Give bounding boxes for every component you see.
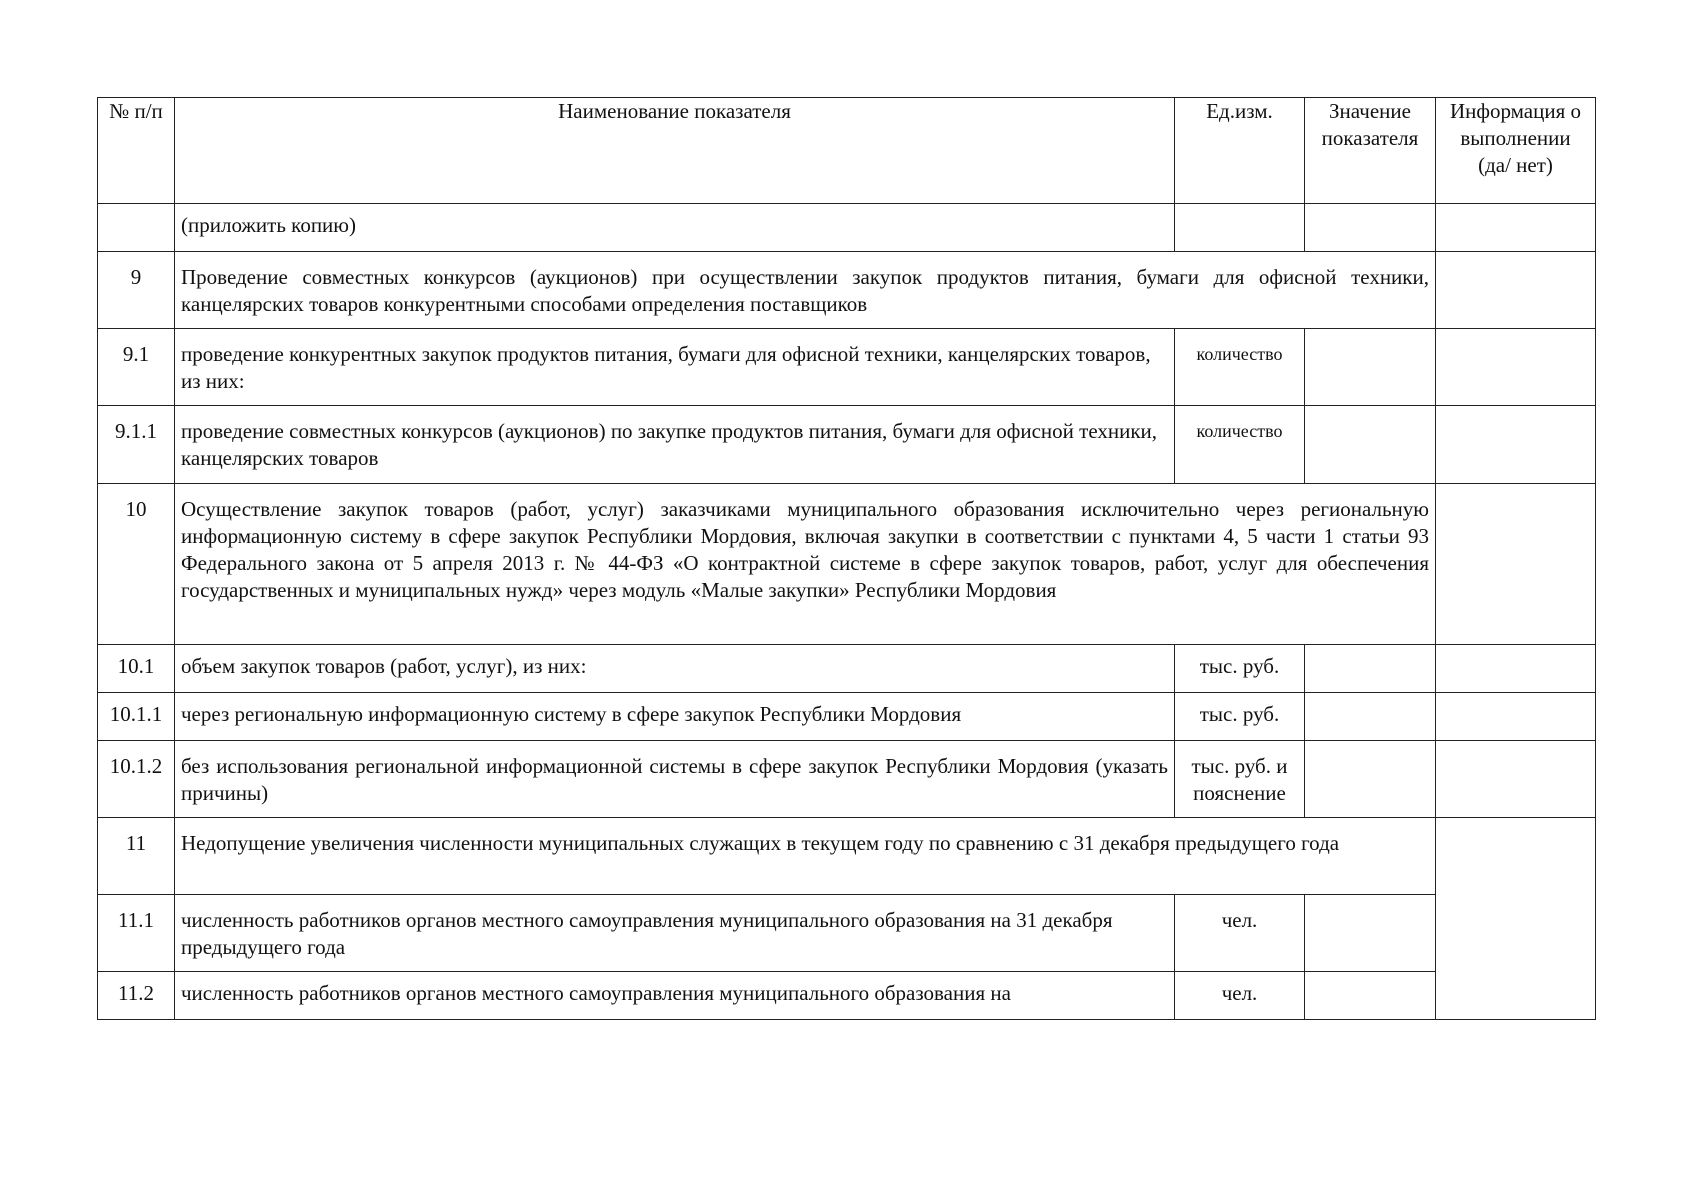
row-value-cell bbox=[1305, 406, 1436, 484]
row-num: 9 bbox=[98, 252, 175, 329]
row-name: через региональную информационную систему в сфере закупок Республики Мордовия bbox=[175, 693, 1175, 741]
row-unit: количество bbox=[1175, 329, 1305, 406]
row-unit: тыс. руб. и пояснение bbox=[1175, 741, 1305, 818]
row-name: Проведение совместных конкурсов (аукционов) при осуществлении закупок продуктов питания, бумаги для офисной техники, канцелярских товаров конкурентными способами определения поставщиков bbox=[175, 252, 1436, 329]
header-info: Информация о выполнении (да/ нет) bbox=[1436, 98, 1596, 204]
row-name: проведение совместных конкурсов (аукционов) по закупке продуктов питания, бумаги для офисной техники, канцелярских товаров bbox=[175, 406, 1175, 484]
row-unit: количество bbox=[1175, 406, 1305, 484]
row-info-cell bbox=[1436, 329, 1596, 406]
row-value-cell bbox=[1305, 741, 1436, 818]
row-info-cell bbox=[1436, 484, 1596, 645]
row-value-cell bbox=[1305, 645, 1436, 693]
table-row bbox=[98, 818, 1596, 895]
row-unit: чел. bbox=[1175, 895, 1305, 972]
row-info-cell bbox=[1436, 818, 1596, 1020]
row-num: 10.1.2 bbox=[98, 741, 175, 818]
indicators-table bbox=[97, 97, 1596, 1020]
row-value-cell bbox=[1305, 895, 1436, 972]
row-name: объем закупок товаров (работ, услуг), из них: bbox=[175, 645, 1175, 693]
row-num: 10 bbox=[98, 484, 175, 645]
table-row bbox=[98, 329, 1596, 406]
row-info-cell bbox=[1436, 741, 1596, 818]
row-name: Недопущение увеличения численности муниципальных служащих в текущем году по сравнению с 31 декабря предыдущего года bbox=[175, 818, 1436, 895]
row-unit: тыс. руб. bbox=[1175, 645, 1305, 693]
row-info-cell bbox=[1436, 693, 1596, 741]
header-unit: Ед.изм. bbox=[1175, 98, 1305, 204]
table-row bbox=[98, 741, 1596, 818]
row-name: численность работников органов местного самоуправления муниципального образования на bbox=[175, 972, 1175, 1020]
row-info-cell bbox=[1436, 252, 1596, 329]
row-unit: чел. bbox=[1175, 972, 1305, 1020]
row-name: Осуществление закупок товаров (работ, услуг) заказчиками муниципального образования исключительно через региональную информационную систему в сфере закупок Республики Мордовия, включая закупки в соответствии с пунктами 4, 5 части 1 статьи 93 Федерального закона от 5 апреля 2013 г. № 44-ФЗ «О контрактной системе в сфере закупок товаров, работ, услуг для обеспечения государственных и муниципальных нужд» через модуль «Малые закупки» Республики Мордовия bbox=[175, 484, 1436, 645]
table-row bbox=[98, 484, 1596, 645]
row-name: численность работников органов местного самоуправления муниципального образования на 31 декабря предыдущего года bbox=[175, 895, 1175, 972]
header-value: Значение показателя bbox=[1305, 98, 1436, 204]
table-row bbox=[98, 645, 1596, 693]
header-num: № п/п bbox=[98, 98, 175, 204]
row-value-cell bbox=[1305, 329, 1436, 406]
row-value-cell bbox=[1305, 972, 1436, 1020]
header-name: Наименование показателя bbox=[175, 98, 1175, 204]
row-info-cell bbox=[1436, 406, 1596, 484]
row-num: 10.1.1 bbox=[98, 693, 175, 741]
row-num: 11.2 bbox=[98, 972, 175, 1020]
row-name: проведение конкурентных закупок продуктов питания, бумаги для офисной техники, канцелярских товаров, из них: bbox=[175, 329, 1175, 406]
row-num: 11.1 bbox=[98, 895, 175, 972]
row-info-cell bbox=[1436, 204, 1596, 252]
row-value-cell bbox=[1305, 204, 1436, 252]
table-header-row bbox=[98, 98, 1596, 204]
table-row bbox=[98, 406, 1596, 484]
row-num bbox=[98, 204, 175, 252]
table-row bbox=[98, 972, 1596, 1020]
row-name: без использования региональной информационной системы в сфере закупок Республики Мордовия (указать причины) bbox=[175, 741, 1175, 818]
row-unit bbox=[1175, 204, 1305, 252]
table-row bbox=[98, 252, 1596, 329]
row-num: 10.1 bbox=[98, 645, 175, 693]
row-name: (приложить копию) bbox=[175, 204, 1175, 252]
row-num: 9.1 bbox=[98, 329, 175, 406]
row-num: 9.1.1 bbox=[98, 406, 175, 484]
row-num: 11 bbox=[98, 818, 175, 895]
table-row bbox=[98, 693, 1596, 741]
row-unit: тыс. руб. bbox=[1175, 693, 1305, 741]
table-row bbox=[98, 204, 1596, 252]
table-row bbox=[98, 895, 1596, 972]
row-info-cell bbox=[1436, 645, 1596, 693]
row-value-cell bbox=[1305, 693, 1436, 741]
